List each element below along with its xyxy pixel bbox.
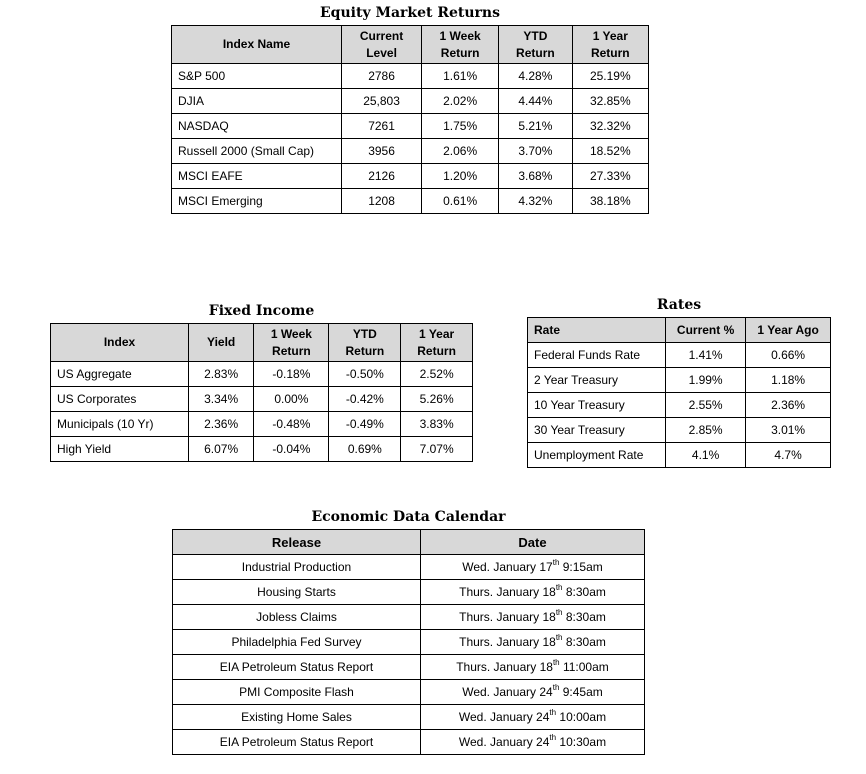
week-return-cell: -0.04%: [254, 437, 329, 462]
table-row: [173, 655, 645, 680]
date-cell: Wed. January 24th 10:30am: [421, 730, 645, 755]
release-cell: EIA Petroleum Status Report: [173, 730, 421, 755]
yield-cell: 6.07%: [189, 437, 254, 462]
table-row: [172, 89, 649, 114]
table-row: [173, 555, 645, 580]
release-cell: EIA Petroleum Status Report: [173, 655, 421, 680]
table-row: [51, 412, 473, 437]
header-date: Date: [421, 530, 645, 555]
date-cell: Thurs. January 18th 8:30am: [421, 605, 645, 630]
index-cell: High Yield: [51, 437, 189, 462]
level-cell: 7261: [342, 114, 422, 139]
header-current-percent: Current %: [666, 318, 746, 343]
header-1-week-return: 1 Week Return: [254, 324, 329, 362]
index-name-cell: MSCI Emerging: [172, 189, 342, 214]
week-return-cell: 1.61%: [422, 64, 499, 89]
current-cell: 2.55%: [666, 393, 746, 418]
year-ago-cell: 4.7%: [746, 443, 831, 468]
table-row: [173, 705, 645, 730]
index-cell: US Corporates: [51, 387, 189, 412]
calendar-table: [172, 529, 645, 755]
table-row: [173, 630, 645, 655]
table-row: [172, 114, 649, 139]
release-cell: Jobless Claims: [173, 605, 421, 630]
table-row: [173, 580, 645, 605]
fixed-header-row: [51, 324, 473, 362]
ytd-return-cell: 4.44%: [499, 89, 572, 114]
ytd-return-cell: -0.50%: [329, 362, 401, 387]
level-cell: 1208: [342, 189, 422, 214]
calendar-header-row: [173, 530, 645, 555]
table-row: [51, 437, 473, 462]
index-name-cell: Russell 2000 (Small Cap): [172, 139, 342, 164]
header-1-week-return: 1 Week Return: [422, 26, 499, 64]
date-cell: Wed. January 17th 9:15am: [421, 555, 645, 580]
year-ago-cell: 0.66%: [746, 343, 831, 368]
header-1-year-return: 1 Year Return: [401, 324, 473, 362]
week-return-cell: 2.02%: [422, 89, 499, 114]
yield-cell: 3.34%: [189, 387, 254, 412]
header-1-year-ago: 1 Year Ago: [746, 318, 831, 343]
table-row: [172, 189, 649, 214]
fixed-income-section: [50, 302, 473, 462]
fixed-income-title: Fixed Income: [208, 303, 315, 319]
release-cell: Housing Starts: [173, 580, 421, 605]
table-row: [528, 418, 831, 443]
equity-market-returns-section: [171, 4, 649, 214]
year-return-cell: 3.83%: [401, 412, 473, 437]
release-cell: PMI Composite Flash: [173, 680, 421, 705]
release-cell: Philadelphia Fed Survey: [173, 630, 421, 655]
index-cell: US Aggregate: [51, 362, 189, 387]
week-return-cell: 0.00%: [254, 387, 329, 412]
header-rate: Rate: [528, 318, 666, 343]
year-return-cell: 32.85%: [572, 89, 648, 114]
current-cell: 4.1%: [666, 443, 746, 468]
equity-title: Equity Market Returns: [320, 5, 500, 21]
header-ytd-return: YTD Return: [499, 26, 572, 64]
rate-name-cell: 30 Year Treasury: [528, 418, 666, 443]
table-row: [51, 362, 473, 387]
ytd-return-cell: 4.32%: [499, 189, 572, 214]
index-name-cell: DJIA: [172, 89, 342, 114]
index-cell: Municipals (10 Yr): [51, 412, 189, 437]
header-ytd-return: YTD Return: [329, 324, 401, 362]
rate-name-cell: Unemployment Rate: [528, 443, 666, 468]
rates-header-row: [528, 318, 831, 343]
release-cell: Existing Home Sales: [173, 705, 421, 730]
table-row: [172, 164, 649, 189]
year-return-cell: 2.52%: [401, 362, 473, 387]
table-row: [173, 605, 645, 630]
week-return-cell: -0.48%: [254, 412, 329, 437]
year-ago-cell: 1.18%: [746, 368, 831, 393]
table-row: [51, 387, 473, 412]
table-row: [173, 730, 645, 755]
calendar-title: Economic Data Calendar: [311, 509, 506, 525]
table-row: [172, 139, 649, 164]
rates-title: Rates: [656, 297, 702, 313]
year-ago-cell: 2.36%: [746, 393, 831, 418]
year-return-cell: 25.19%: [572, 64, 648, 89]
ytd-return-cell: -0.49%: [329, 412, 401, 437]
equity-header-row: [172, 26, 649, 64]
week-return-cell: 1.75%: [422, 114, 499, 139]
table-row: [528, 443, 831, 468]
year-return-cell: 32.32%: [572, 114, 648, 139]
level-cell: 2786: [342, 64, 422, 89]
week-return-cell: 0.61%: [422, 189, 499, 214]
header-release: Release: [173, 530, 421, 555]
rate-name-cell: Federal Funds Rate: [528, 343, 666, 368]
current-cell: 1.41%: [666, 343, 746, 368]
level-cell: 3956: [342, 139, 422, 164]
header-yield: Yield: [189, 324, 254, 362]
yield-cell: 2.36%: [189, 412, 254, 437]
table-row: [173, 680, 645, 705]
week-return-cell: 1.20%: [422, 164, 499, 189]
ytd-return-cell: 4.28%: [499, 64, 572, 89]
week-return-cell: 2.06%: [422, 139, 499, 164]
ytd-return-cell: 5.21%: [499, 114, 572, 139]
year-return-cell: 5.26%: [401, 387, 473, 412]
rate-name-cell: 10 Year Treasury: [528, 393, 666, 418]
date-cell: Wed. January 24th 9:45am: [421, 680, 645, 705]
header-1-year-return: 1 Year Return: [572, 26, 648, 64]
ytd-return-cell: 3.68%: [499, 164, 572, 189]
ytd-return-cell: 0.69%: [329, 437, 401, 462]
date-cell: Wed. January 24th 10:00am: [421, 705, 645, 730]
index-name-cell: MSCI EAFE: [172, 164, 342, 189]
level-cell: 25,803: [342, 89, 422, 114]
economic-calendar-section: [172, 508, 645, 755]
index-name-cell: NASDAQ: [172, 114, 342, 139]
rates-table: [527, 317, 831, 468]
rate-name-cell: 2 Year Treasury: [528, 368, 666, 393]
yield-cell: 2.83%: [189, 362, 254, 387]
release-cell: Industrial Production: [173, 555, 421, 580]
date-cell: Thurs. January 18th 11:00am: [421, 655, 645, 680]
date-cell: Thurs. January 18th 8:30am: [421, 630, 645, 655]
year-return-cell: 7.07%: [401, 437, 473, 462]
year-return-cell: 27.33%: [572, 164, 648, 189]
table-row: [172, 64, 649, 89]
header-index: Index: [51, 324, 189, 362]
date-cell: Thurs. January 18th 8:30am: [421, 580, 645, 605]
current-cell: 1.99%: [666, 368, 746, 393]
table-row: [528, 393, 831, 418]
table-row: [528, 368, 831, 393]
equity-table: [171, 25, 649, 214]
year-ago-cell: 3.01%: [746, 418, 831, 443]
table-row: [528, 343, 831, 368]
current-cell: 2.85%: [666, 418, 746, 443]
index-name-cell: S&P 500: [172, 64, 342, 89]
ytd-return-cell: -0.42%: [329, 387, 401, 412]
ytd-return-cell: 3.70%: [499, 139, 572, 164]
fixed-income-table: [50, 323, 473, 462]
year-return-cell: 38.18%: [572, 189, 648, 214]
header-current-level: Current Level: [342, 26, 422, 64]
rates-section: [527, 296, 831, 468]
level-cell: 2126: [342, 164, 422, 189]
week-return-cell: -0.18%: [254, 362, 329, 387]
header-index-name: Index Name: [172, 26, 342, 64]
year-return-cell: 18.52%: [572, 139, 648, 164]
